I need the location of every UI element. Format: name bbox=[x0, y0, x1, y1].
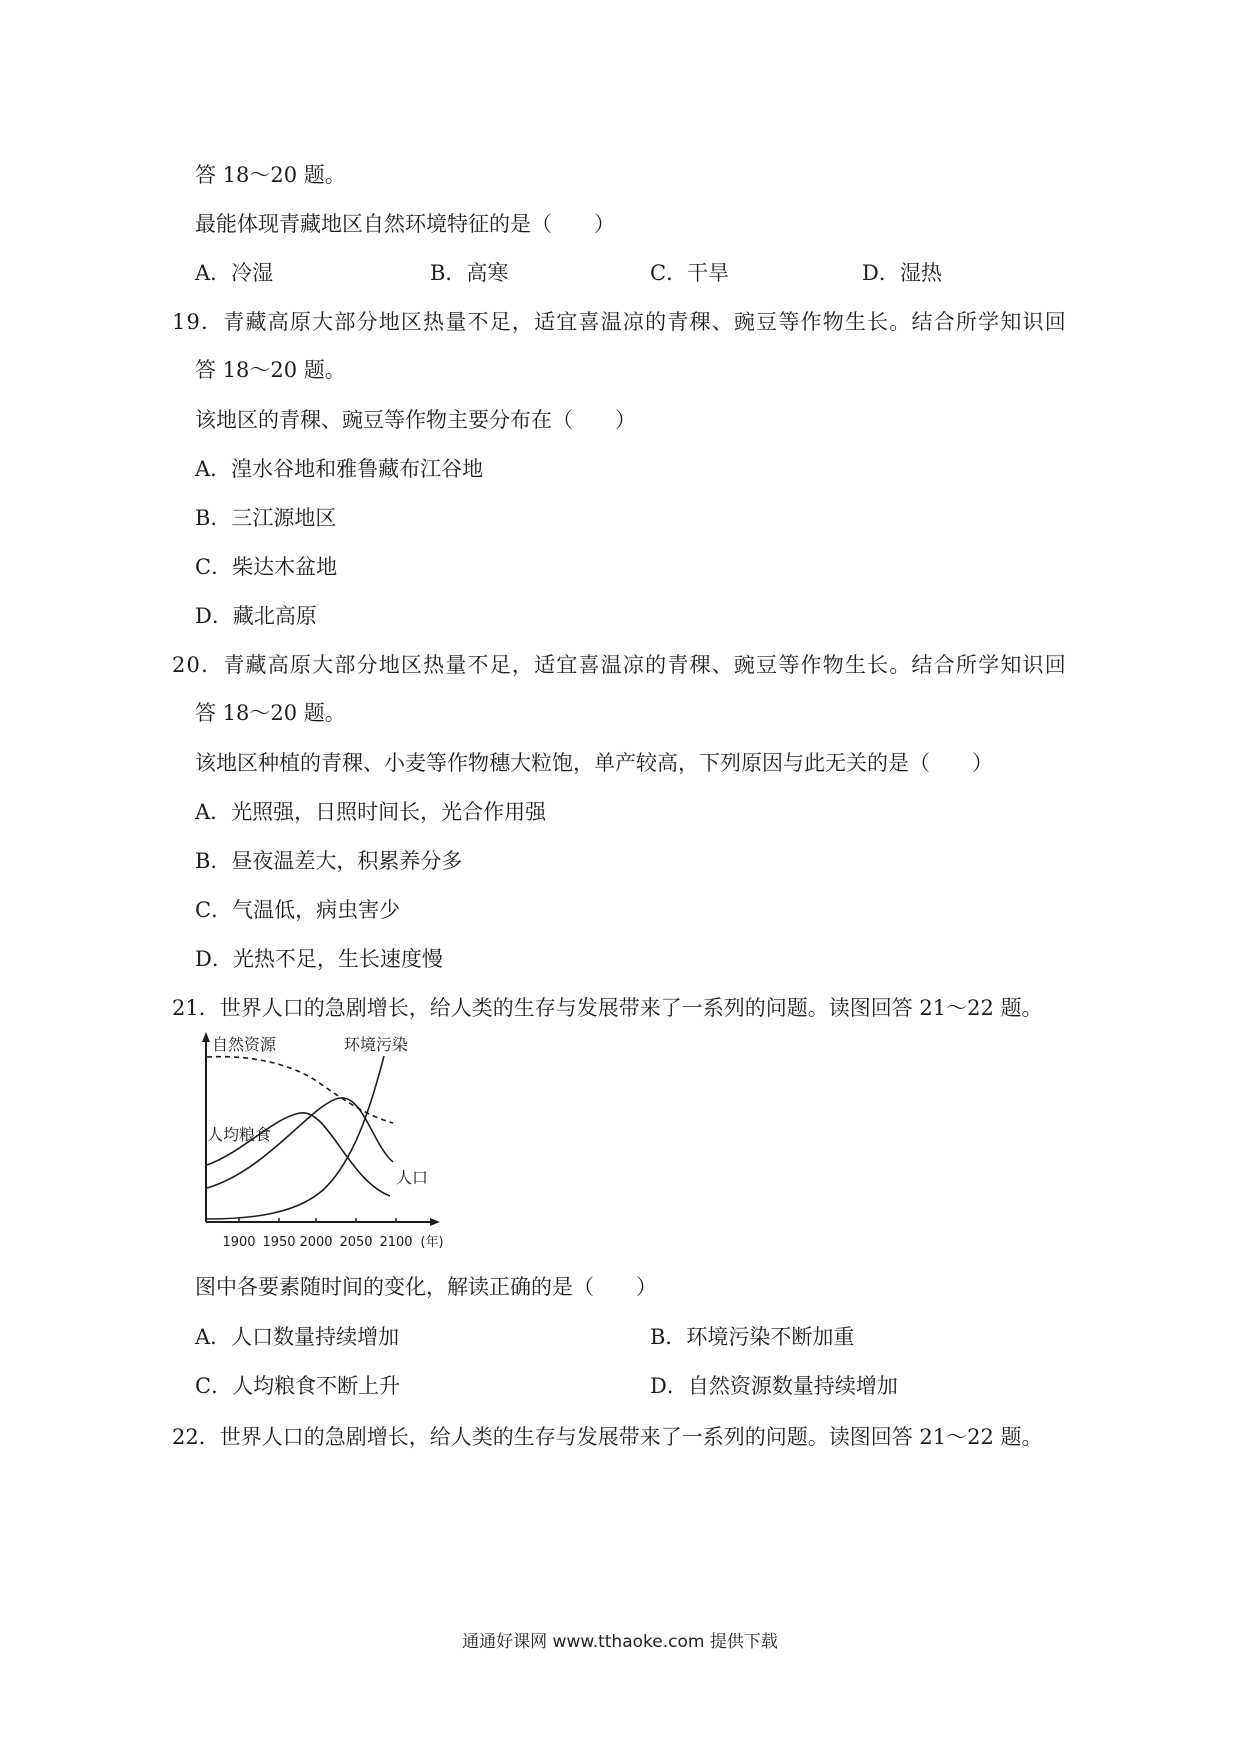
q20-option-d: D．光热不足，生长速度慢 bbox=[195, 947, 443, 971]
q18-option-c: C．干旱 bbox=[650, 261, 730, 285]
q19-option-c: C．柴达木盆地 bbox=[195, 555, 338, 579]
q20-option-a: A．光照强，日照时间长，光合作用强 bbox=[195, 800, 547, 824]
q18-option-b: B．高寒 bbox=[430, 261, 509, 285]
x-tick-label-2100: 2100 bbox=[379, 1235, 413, 1250]
x-tick-label-1950: 1950 bbox=[262, 1235, 296, 1250]
x-tick-label-2000: 2000 bbox=[299, 1235, 333, 1250]
y-axis-arrow bbox=[202, 1032, 210, 1042]
q19-option-b: B．三江源地区 bbox=[195, 506, 337, 530]
q20-option-b: B．昼夜温差大，积累养分多 bbox=[195, 849, 463, 873]
q21-option-b: B．环境污染不断加重 bbox=[650, 1325, 855, 1349]
label-pollution: 环境污染 bbox=[344, 1035, 409, 1054]
q21-option-c: C．人均粮食不断上升 bbox=[195, 1374, 401, 1398]
q19-stem: 该地区的青稞、豌豆等作物主要分布在（ ） bbox=[195, 408, 636, 432]
x-axis-arrow bbox=[430, 1218, 440, 1226]
q19-option-a: A．湟水谷地和雅鲁藏布江谷地 bbox=[195, 457, 484, 481]
q18-continuation: 答 18～20 题。 bbox=[195, 163, 346, 187]
q20-option-c: C．气温低，病虫害少 bbox=[195, 898, 401, 922]
x-tick-label-2050: 2050 bbox=[339, 1235, 373, 1250]
q22-lead: 22．世界人口的急剧增长，给人类的生存与发展带来了一系列的问题。读图回答 21～22 题。 bbox=[172, 1425, 1043, 1449]
q19-lead: 19．青藏高原大部分地区热量不足，适宜喜温凉的青稞、豌豆等作物生长。结合所学知识回 bbox=[172, 310, 1067, 334]
q19-option-d: D．藏北高原 bbox=[195, 604, 317, 628]
q21-option-d: D．自然资源数量持续增加 bbox=[650, 1374, 898, 1398]
label-natural-resources: 自然资源 bbox=[212, 1035, 277, 1054]
q18-option-d: D．湿热 bbox=[862, 261, 942, 285]
q18-option-a: A．冷湿 bbox=[195, 261, 274, 285]
q20-continuation: 答 18～20 题。 bbox=[195, 701, 346, 725]
q20-stem: 该地区种植的青稞、小麦等作物穗大粒饱，单产较高，下列原因与此无关的是（ ） bbox=[195, 751, 993, 775]
label-population: 人口 bbox=[396, 1168, 429, 1187]
q21-lead: 21．世界人口的急剧增长，给人类的生存与发展带来了一系列的问题。读图回答 21～22 题。 bbox=[172, 996, 1043, 1020]
x-axis-unit: (年) bbox=[420, 1235, 444, 1250]
q21-stem: 图中各要素随时间的变化，解读正确的是（ ） bbox=[195, 1275, 657, 1299]
q18-stem: 最能体现青藏地区自然环境特征的是（ ） bbox=[195, 212, 615, 236]
q19-continuation: 答 18～20 题。 bbox=[195, 358, 346, 382]
x-tick-label-1900: 1900 bbox=[222, 1235, 256, 1250]
q21-option-a: A．人口数量持续增加 bbox=[195, 1325, 400, 1349]
q20-lead: 20．青藏高原大部分地区热量不足，适宜喜温凉的青稞、豌豆等作物生长。结合所学知识回 bbox=[172, 653, 1067, 677]
page-footer: 通通好课网 www.tthaoke.com 提供下载 bbox=[462, 1632, 778, 1652]
label-food-per-capita: 人均粮食 bbox=[207, 1125, 272, 1144]
population-trend-figure bbox=[198, 1030, 458, 1258]
